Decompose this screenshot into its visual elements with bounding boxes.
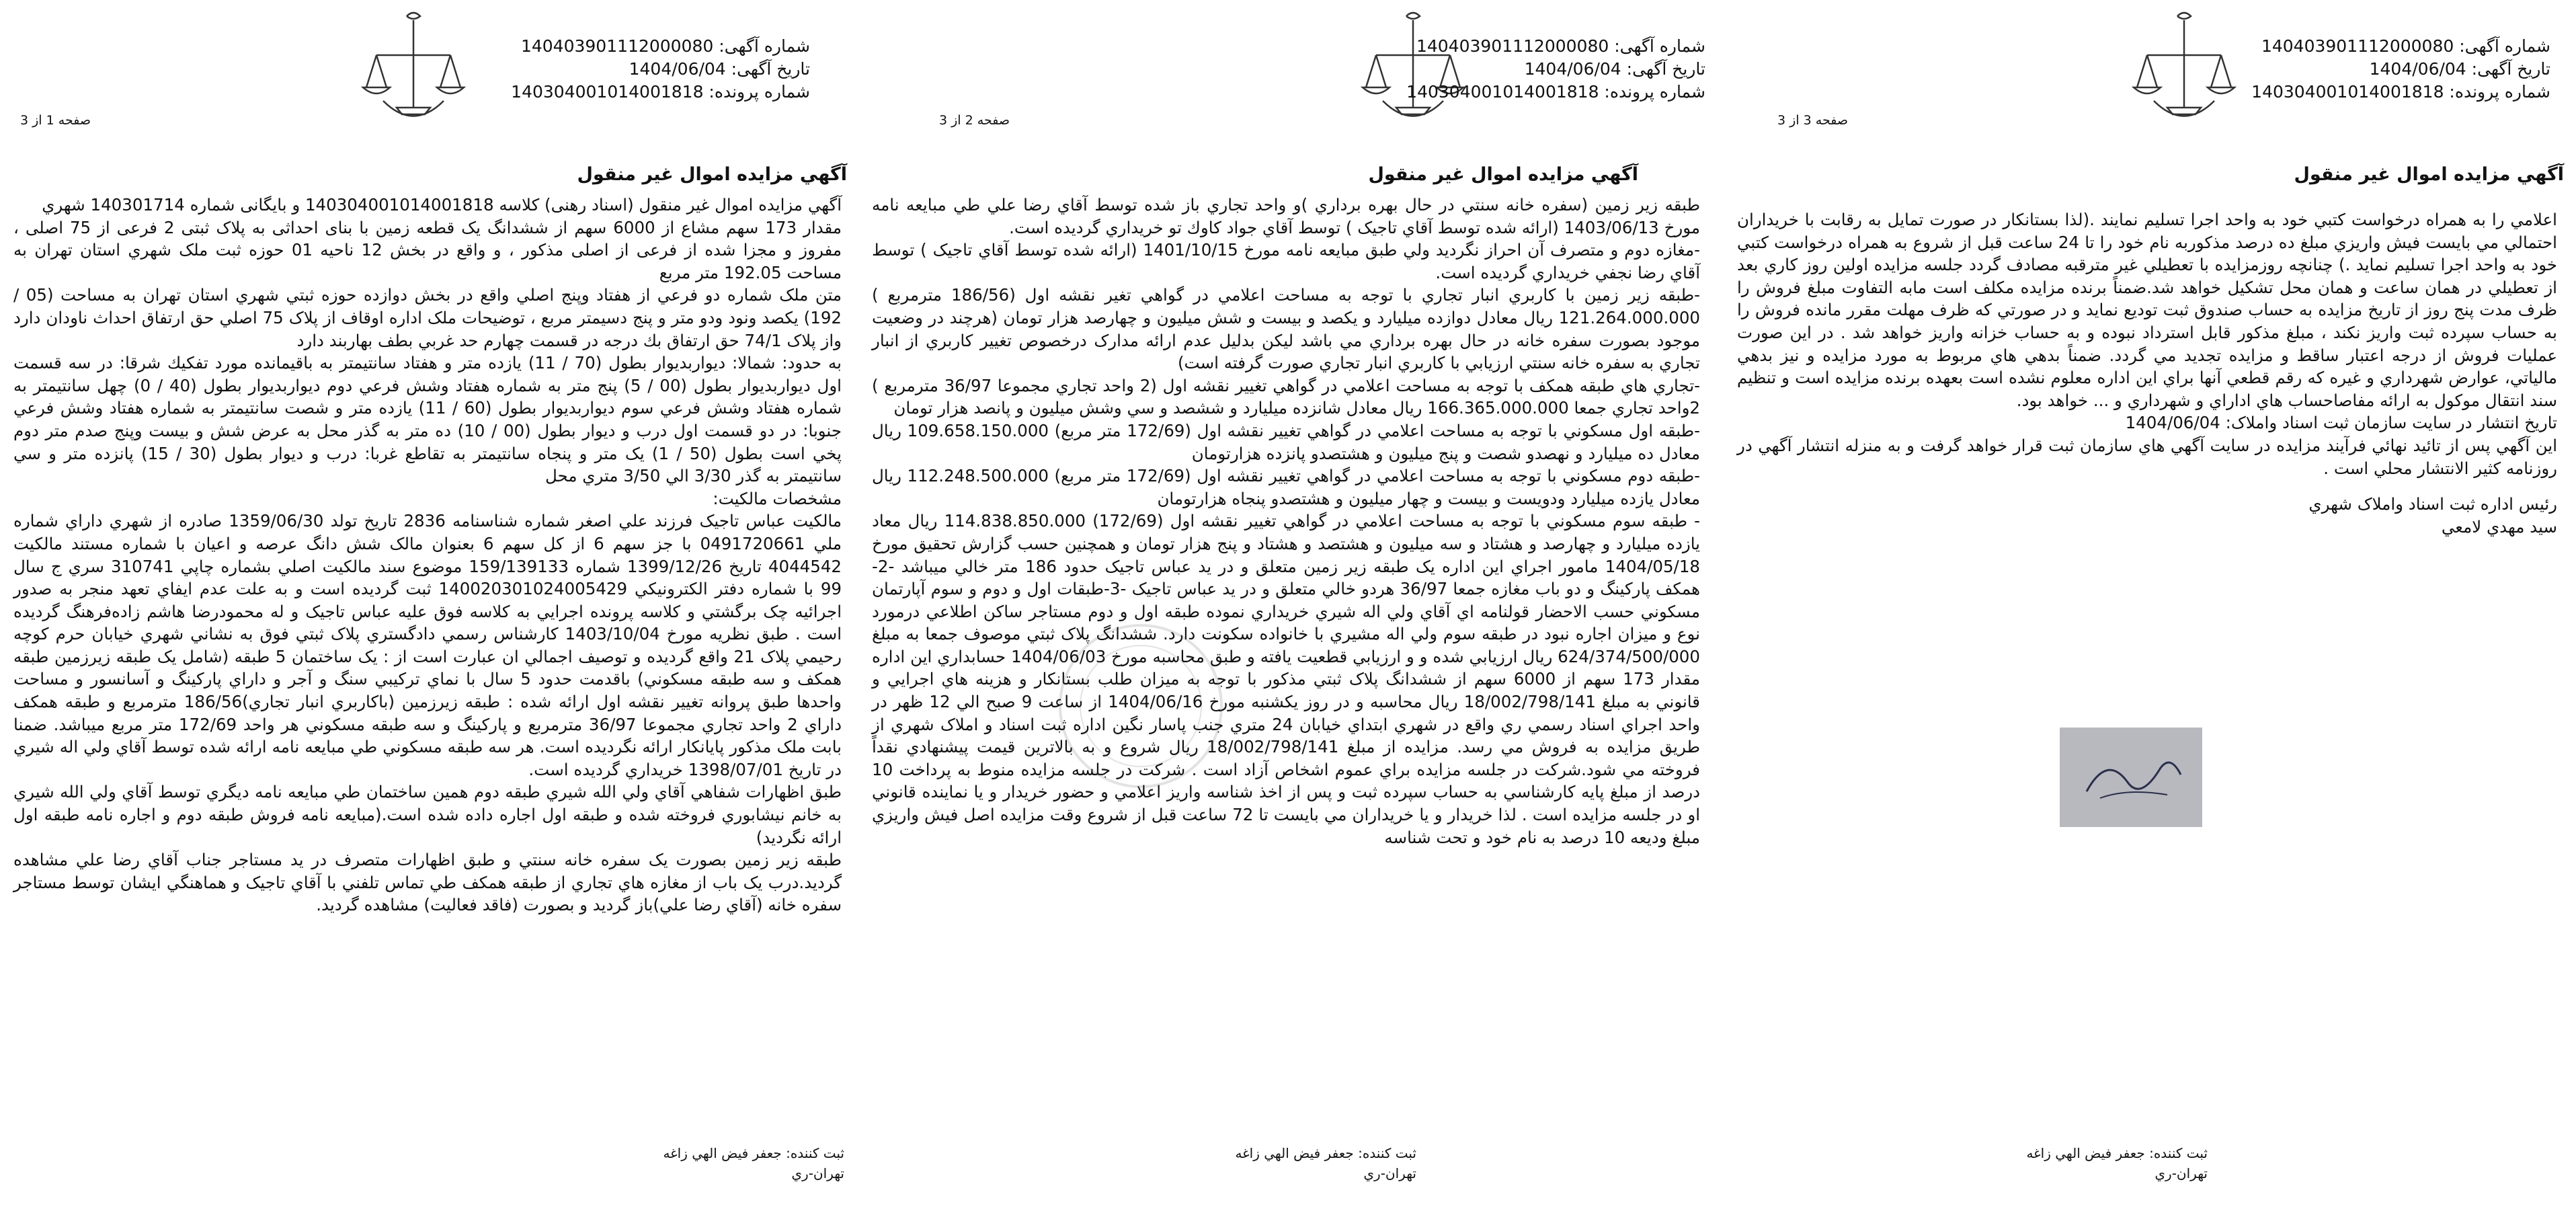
ad-date: تاریخ آگهی: 1404/06/04 bbox=[2369, 59, 2550, 79]
ad-date: تاریخ آگهی: 1404/06/04 bbox=[1524, 59, 1705, 79]
registrar-footer bbox=[1804, 1143, 2208, 1183]
paragraph: به حدود: شمالا: ديواربديوار بطول (70 / 11) يازده متر و هفتاد سانتيمتر به باقيمانده مورد تفكيك شرقا: در سه قسمت اول ديواربديوار بطول (00 / 5) پنج متر به شماره هفتاد وشش فرعي دوم ديواربديوار بطول (40 / 0) چهل سانتيمتر به شماره هفتاد وشش فرعي سوم ديواربديوار بطول (60 / 11) يازده متر و شصت سانتيمتر به شماره هفتاد وشش فرعي جنوبا: در دو قسمت اول درب و ديوار بطول (00 / 10) ده متر به گذر محل به عرض شش و بيست وپنج صدم متر دوم پخي است بطول (50 / 1) يک متر و پنجاه سانتيمتر به تقاطع غربا: درب و ديوار بطول (30 / 15) پانزده متر و سي سانتيمتر به گذر 3/30 الي 3/50 متري محل bbox=[13, 353, 842, 486]
registrar-city: تهران-ري bbox=[791, 1165, 844, 1181]
notice-page-3 bbox=[1717, 0, 2576, 1211]
ad-number: شماره آگهی: 140403901112000080 bbox=[2261, 36, 2550, 56]
page-number: صفحه 3 از 3 bbox=[1777, 113, 1848, 128]
registrar-name: جعفر فيض الهي زاغه bbox=[1235, 1145, 1354, 1161]
paragraph: آگهي مزايده اموال غير منقول (اسناد رهنی) کلاسه 140304001014001818 و بایگانی شماره 140301714 شهري bbox=[42, 195, 842, 214]
file-number: شماره پرونده: 140304001014001818 bbox=[1406, 82, 1705, 102]
registrar-city: تهران-ري bbox=[1363, 1165, 1416, 1181]
paragraph: - طبقه سوم مسكوني با توجه به مساحت اعلامي در گواهي تغيير نقشه اول (172/69) 114.838.850.000 ريال معاد يازده ميليارد و چهارصد و هشتاد و سه ميليون و هشتصد و هشتاد و پنج هزار تومان و همچنين حسب گزارش تحقيق مورخ 1404/05/18 مامور اجراي اين اداره يک طبقه زير زمين متعلق و در يد عباس تاجيک حدود 186 متر خالي ميباشد -2-همكف پاركينگ و دو باب مغازه جمعا 36/97 هردو خالي متعلق و در يد عباس تاجيک -3-طبقات اول و دوم و سوم آپارتمان مسكوني حسب الاحضار قولنامه اي آقاي ولي اله شيري خريداري نموده طبقه اول و دوم مستاجر ساكن اطلاعي درمورد نوع و ميزان اجاره نبود در طبقه سوم ولي اله مشيري با خانواده سكونت دارد. ششدانگ پلاک ثبتي موصوف جمعا به مبلغ 624/374/500/000 ريال ارزيابي شده و و ارزيابي قطعيت يافته و طبق محاسبه مورخ 1404/06/03 حسابداري اين اداره مقدار 173 سهم از 6000 سهم از ششدانگ پلاک ثبتي مذكور با توجه به ميزان طلب بستانكار و هزينه هاي اجرايي و قانوني به مبلغ 18/002/798/141 ريال محاسبه و در روز يكشنبه مورخ 1404/06/16 از ساعت 9 صبح الي 12 ظهر در واحد اجراي اسناد رسمي ري واقع در شهري ابتداي خيابان 24 متري جنب پاسار نگين اداره ثبت اسناد و املاک شهري از طريق مزايده به فروش مي رسد. مزايده از مبلغ 18/002/798/141 ريال شروع و به بالاترين قيمت پيشنهادي نقداً فروخته مي شود.شركت در جلسه مزايده براي عموم اشخاص آزاد است . شركت در جلسه مزايده منوط به پرداخت 10 درصد از مبلغ پايه كارشناسي به حساب سپرده ثبت و پس از اخذ شناسه واريز اعلامي و حضور خريدار و يا نماينده قانوني او در جلسه مزايده است . لذا خريدار و يا خريداران مي بايست تا 72 ساعت قبل از شروع وقت مزايده اصل فيش واريزي مبلغ وديعه 10 درصد به نام خود و تحت شناسه bbox=[872, 511, 1700, 847]
notice-body bbox=[13, 194, 842, 916]
registrar-city: تهران-ري bbox=[2155, 1165, 2208, 1181]
paragraph: -تجاري هاي طبقه همكف با توجه به مساحت اعلامي در گواهي تغيير نقشه اول (2 واحد تجاري مجموعا 36/97 مترمربع ) 2واحد تجاري جمعا 166.365.000.000 ريال معادل شانزده ميليارد و ششصد و سي وشش ميليون و پانصد هزار تومان bbox=[872, 375, 1700, 418]
paragraph: مالكيت عباس تاجيک فرزند علي اصغر شماره شناسنامه 2836 تاريخ تولد 1359/06/30 صادره از شهري داراي شماره ملي 0491720661 با جز سهم 6 از كل سهم 6 بعنوان مالک شش دانگ عرصه و اعيان با شماره مستند مالکيت 4044542 تاريخ 1399/12/26 شماره 159/139133 موضوع سند مالکيت اصلي بشماره چاپي 310741 سري ج سال 99 با شماره دفتر الكترونيكي 140020301024005429 ثبت گرديده است و به علت عدم ايفاي تعهد منجر به صدور اجرائيه چک برگشتي و كلاسه پرونده اجرايي به كلاسه فوق عليه عباس تاجيک و له محمودرضا هاشم زاده‌فرهنگ گرديده است . طبق نظريه مورخ 1403/10/04 كارشناس رسمي دادگستري پلاک ثبتي فوق به نشاني شهري خيابان حرم كوچه رحيمي پلاک 21 واقع گرديده و توصيف اجمالي ان عبارت است از : يک ساختمان 5 طبقه (شامل يک طبقه زيرزمين طبقه همکف و سه طبقه مسكوني) باقدمت حدود 5 سال با نماي تركيبي سنگ و آجر و داراي پاركينگ و آسانسور و مساحت واحدها طبق پروانه تغيير نقشه اول ارائه شده : طبقه زيرزمين (باكاربري انبار تجاري)186/56 مترمربع و طبقه همكف داراي 2 واحد تجاري مجموعا 36/97 مترمربع و پاركينگ و سه طبقه مسكوني هر واحد 172/69 متر مربع ميباشد. ضمنا بابت ملک مذكور پايانكار ارائه نگرديده است. هر سه طبقه مسكوني طي مبايعه نامه ارائه شده توسط آقاي ولي اله شيري در تاريخ 1398/07/01 خريداري گرديده است. bbox=[13, 511, 842, 779]
file-number: شماره پرونده: 140304001014001818 bbox=[511, 82, 810, 102]
paragraph: اعلامي را به همراه درخواست كتبي خود به واحد اجرا تسليم نمايند .(لذا بستانكار در صورت تمايل به رقابت با خريداران احتمالي مي بايست فيش واريزي مبلغ ده درصد مذكوربه نام خود را تا 24 ساعت قبل از شروع به همراه درخواست كتبي خود به واحد اجرا تسليم نمايد .) چنانچه روزمزايده با تعطيلي غير مترقبه مصادف گردد جلسه مزايده اولين روز كاري بعد از تعطيلي در همان ساعت و همان محل تشكيل خواهد شد.ضمناً برنده مزايده مكلف است مابه التفاوت مبلغ فروش را ظرف مدت پنج روز از تاريخ مزايده به حساب صندوق ثبت توديع نمايد و در صورتي كه ظرف مهلت مقرر مانده فروش را به حساب سپرده ثبت واريز نكند ، مبلغ مذكور قابل استرداد نبوده و به حساب خزانه واريز خواهد شد . در اين صورت عمليات فروش از درجه اعتبار ساقط و مزايده تجديد مي گردد. ضمناً بدهي هاي مربوط به مورد مزايده و نيز بدهي مالياتي، عوارض شهرداري و غيره كه رقم قطعي آنها براي اين اداره معلوم نشده است بعهده برنده مزايده است و تنظيم سند انتقال موكول به ارائه مفاصاحساب هاي اداراي و شهرداري و ... خواهد بود. bbox=[1737, 210, 2557, 410]
page-number: صفحه 1 از 3 bbox=[20, 113, 91, 128]
paragraph: طبقه زير زمين (سفره خانه سنتي در حال بهره برداري )و واحد تجاري باز شده توسط آقاي رضا علي طي مبايعه نامه مورخ 1403/06/13 (ارائه شده توسط آقاي تاجيک ) توسط آقاي جواد كاوك تو خريداري گرديده است. bbox=[872, 195, 1700, 237]
registrar-name: جعفر فيض الهي زاغه bbox=[2026, 1145, 2145, 1161]
judiciary-emblem bbox=[2120, 7, 2248, 148]
paragraph: متن ملک شماره دو فرعي از هفتاد وپنج اصلي واقع در بخش دوازده حوزه ثبتي شهري استان تهران به مساحت (05 / 192) يكصد ونود ودو متر و پنج دسيمتر مربع ، توضیحات ملک اداره اوقاف از پلاک 75 اصلي حق ارتفاق احداث ناودان دارد واز پلاک 74/1 حق ارتفاق بك درجه در قسمت چهارم حد غربي بطف بهاربند دارد bbox=[13, 285, 842, 350]
notice-title: آگهي مزايده اموال غير منقول bbox=[1368, 164, 1638, 185]
registrar-label: ثبت کننده: bbox=[786, 1145, 844, 1161]
paragraph: -طبقه دوم مسكوني با توجه به مساحت اعلامي در گواهي تغيير نقشه اول (172/69 متر مربع) 112.248.500.000 ريال معادل يازده ميليارد ودويست و بيست و چهار ميليون و هشتصدو پنجاه هزارتومان bbox=[872, 466, 1700, 508]
registrar-footer bbox=[441, 1143, 844, 1183]
paragraph: -طبقه اول مسكوني با توجه به مساحت اعلامي در گواهي تغيير نقشه اول (172/69 متر مربع) 109.658.150.000 ريال معادل ده ميليارد و نهصدو شصت و پنج ميليون و هشتصدو پانزده هزارتومان bbox=[872, 420, 1700, 463]
notice-title: آگهي مزايده اموال غير منقول bbox=[577, 164, 847, 185]
registrar-label: ثبت کننده: bbox=[2149, 1145, 2208, 1161]
paragraph: طبقه زير زمين بصورت يک سفره خانه سنتي و طبق اظهارات متصرف در يد مستاجر جناب آقاي رضا علي مشاهده گرديد.درب يک باب از مغازه هاي تجاري از طبقه همكف طي تماس تلفني با آقاي تاجيک و هماهنگي ايشان توسط مستاجر سفره خانه (آقاي رضا علي)باز گرديد و بصورت (فاقد فعاليت) مشاهده گرديد. bbox=[13, 850, 842, 915]
paragraph: طبق اظهارات شفاهي آقاي ولي الله شيري طبقه دوم همين ساختمان طي مبايعه نامه ديگري توسط آقاي ولي الله شيري به خانم نيشابوري فروخته شده و طبقه اول اجاره داده شده است.(مبايعه نامه فروش طبقه دوم و اجاره نامه طبقه اول ارائه نگرديد) bbox=[13, 782, 842, 847]
registrar-footer bbox=[1013, 1143, 1416, 1183]
notice-body bbox=[1737, 208, 2557, 538]
notice-page-2 bbox=[858, 0, 1718, 1211]
notice-page-1 bbox=[0, 0, 859, 1211]
ad-date: تاریخ آگهی: 1404/06/04 bbox=[629, 59, 810, 79]
file-number: شماره پرونده: 140304001014001818 bbox=[2251, 82, 2550, 102]
publish-date: تاريخ انتشار در سايت سازمان ثبت اسناد واملاک: 1404/06/04 bbox=[2125, 413, 2557, 433]
paragraph: -مغازه دوم و متصرف آن احراز نگرديد ولي طبق مبايعه نامه مورخ 1401/10/15 (ارائه شده توسط آقاي تاجيک ) توسط آقاي رضا نجفي خريداري گرديده است. bbox=[872, 240, 1701, 282]
ad-number: شماره آگهی: 140403901112000080 bbox=[1416, 36, 1705, 56]
notice-meta bbox=[501, 35, 810, 104]
paragraph: مشخصات مالكيت: bbox=[713, 488, 842, 508]
ad-number: شماره آگهی: 140403901112000080 bbox=[520, 36, 810, 56]
paragraph: -طبقه زير زمين با كاربري انبار تجاري با توجه به مساحت اعلامي در گواهي تغير نقشه اول (186/56 مترمربع ) 121.264.000.000 ريال معادل دوازده ميليارد و يكصد و بيست و شش ميليون و چهارصد هزار تومان (هرچند در وضعيت موجود بصورت سفره خانه در حال بهره برداري مي باشد ليكن بدليل عدم ارائه مدارک درخصوص تغيير كاربري از انبار تجاري به سفره خانه سنتي ارزيابي با كاربري انبار تجاري صورت گرفته است) bbox=[872, 285, 1700, 373]
judiciary-emblem bbox=[350, 7, 477, 148]
paragraph: مقدار 173 سهم مشاع از 6000 سهم از ششدانگ یک قطعه زمین با بنای احداثی به پلاک ثبتی 2 فرعی از 75 اصلی ، مفروز و مجزا شده از فرعی از اصلی مذکور ، و واقع در بخش 12 ناحیه 01 حوزه ثبت ملک شهري استان تهران به مساحت 192.05 متر مربع bbox=[13, 217, 842, 282]
paragraph: اين آگهي پس از تائيد نهائي فرآيند مزايده در سايت آگهي هاي سازمان ثبت قرار خواهد گرفت و به منزله انتشار آگهي در روزنامه كثير الانتشار محلي است . bbox=[1737, 435, 2557, 478]
page-number: صفحه 2 از 3 bbox=[939, 113, 1010, 128]
signer-title: رئيس اداره ثبت اسناد واملاک شهري bbox=[2308, 494, 2557, 514]
registrar-name: جعفر فيض الهي زاغه bbox=[663, 1145, 782, 1161]
notice-body bbox=[872, 194, 1700, 849]
signer-name: سيد مهدي لامعي bbox=[2441, 516, 2557, 537]
notice-meta bbox=[2241, 35, 2550, 104]
notice-meta bbox=[1396, 35, 1705, 104]
registrar-label: ثبت کننده: bbox=[1358, 1145, 1416, 1161]
notice-title: آگهي مزايده اموال غير منقول bbox=[2294, 164, 2564, 185]
signature-image bbox=[2060, 728, 2202, 827]
signer-block bbox=[1737, 493, 2557, 538]
